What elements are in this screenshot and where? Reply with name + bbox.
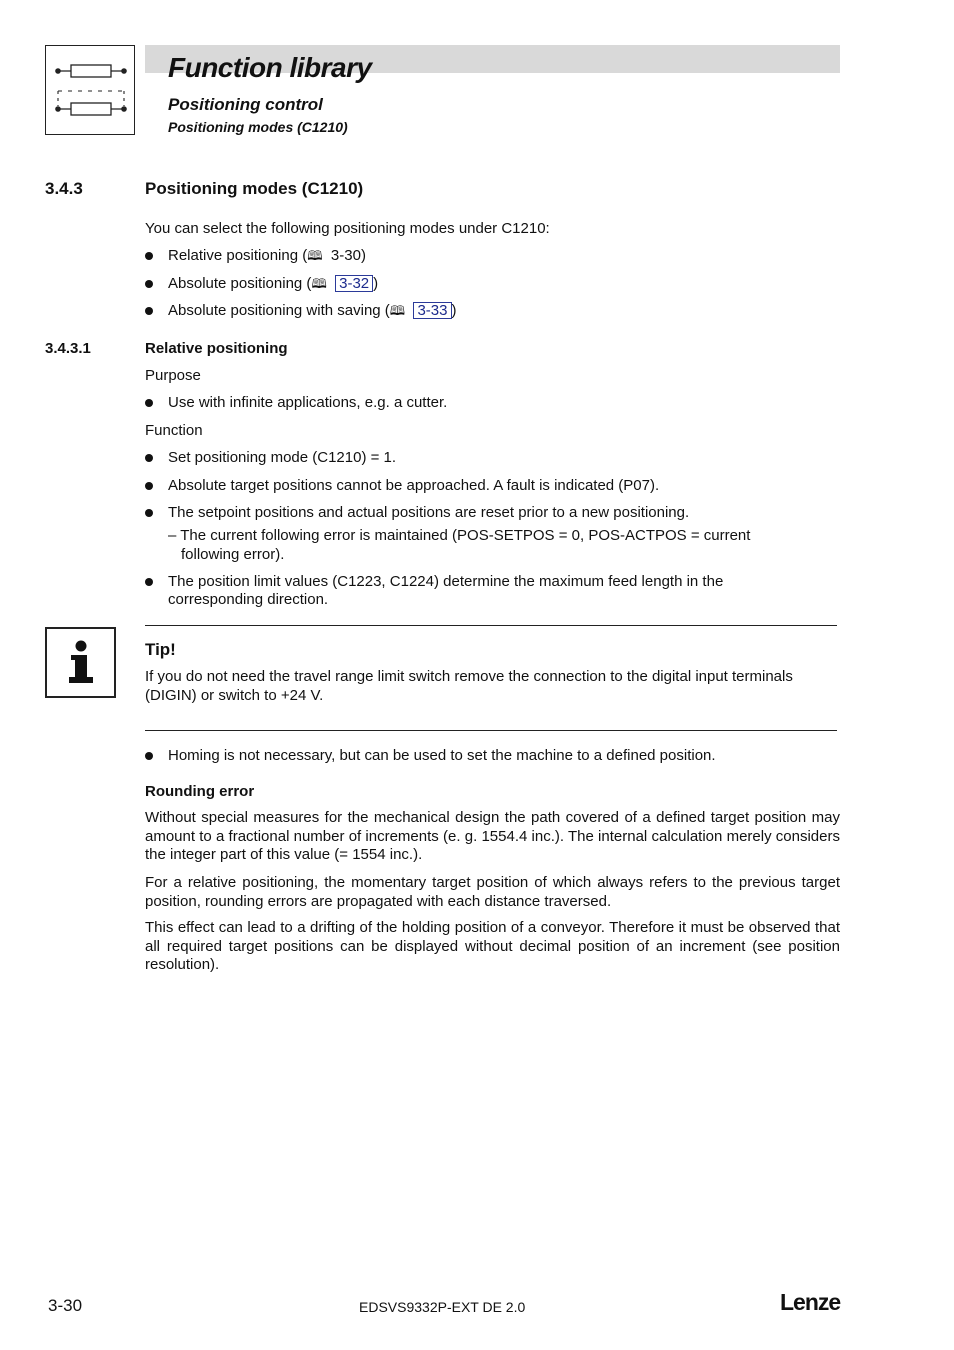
subsection-number: 3.4.3.1 [45,340,91,357]
paragraph: Without special measures for the mechanical design the path covered of a defined target position may amount to a fractional number of increments (e. g. 1554.4 inc.). The internal calculation merely considers the integer part of this value (= 1554 inc.). [145,809,840,863]
bullet-dot [145,454,153,462]
mode-label: Relative positioning ( [168,247,308,264]
dash-item-line1: – The current following error is maintained (POS-SETPOS = 0, POS-ACTPOS = current [168,527,751,544]
dash-item-line2: following error). [181,546,285,563]
section-title: Positioning modes (C1210) [145,179,364,198]
subsection-title: Relative positioning [145,340,288,357]
chapter-logo [45,45,135,135]
info-icon-box [45,627,116,698]
bullet-dot [145,482,153,490]
tip-title: Tip! [145,640,176,659]
list-item-text: The position limit values (C1223, C1224) determine the maximum feed length in the [168,573,724,590]
page-ref-link[interactable]: 3-33 [413,302,451,319]
page-ref: 3-30 [330,247,361,264]
book-icon: 🕮 [307,248,323,263]
bullet-dot [145,752,153,760]
paragraph: For a relative positioning, the momentary target position of which always refers to the previous target position, rounding errors are propagated with each distance traversed. [145,874,840,910]
bullet-dot [145,252,153,260]
bullet-dot [145,280,153,288]
function-label: Function [145,422,203,439]
section-number: 3.4.3 [45,179,83,198]
page-ref-link[interactable]: 3-32 [335,275,373,292]
bullet-dot [145,399,153,407]
mode-label: Absolute positioning ( [168,275,312,292]
section-intro: You can select the following positioning modes under C1210: [145,220,550,237]
function-block-icon [46,46,134,134]
divider-top [145,625,837,626]
bullet-dot [145,578,153,586]
bullet-dot [145,307,153,315]
list-item-text: Absolute target positions cannot be approached. A fault is indicated (P07). [168,477,660,494]
bullet-dot [145,509,153,517]
mode-label: Absolute positioning with saving ( [168,302,390,319]
page-title: Function library [168,52,372,83]
info-icon [47,629,114,696]
list-item-text: Set positioning mode (C1210) = 1. [168,449,397,466]
tip-text-line2: (DIGIN) or switch to +24 V. [145,687,324,704]
paragraph: This effect can lead to a drifting of the holding position of a conveyor. Therefore it must be observed that all required target positions can be displayed without decimal position of an increment (see position resolution). [145,919,840,973]
tip-text-line1: If you do not need the travel range limit switch remove the connection to the digital input terminals [145,668,793,685]
brand-logo: Lenze [780,1289,841,1315]
rounding-title: Rounding error [145,783,255,800]
list-item-text: The setpoint positions and actual positions are reset prior to a new positioning. [168,504,690,521]
chapter-subtitle: Positioning control [168,95,323,114]
book-icon: 🕮 [389,303,406,318]
divider-bottom [145,730,837,731]
book-icon: 🕮 [311,276,327,291]
document-id: EDSVS9332P-EXT DE 2.0 [359,1299,526,1315]
purpose-label: Purpose [145,367,201,384]
page-number: 3-30 [48,1296,83,1315]
section-subtitle: Positioning modes (C1210) [168,119,348,135]
list-item-text: Use with infinite applications, e.g. a cutter. [168,394,448,411]
list-item-text: Homing is not necessary, but can be used to set the machine to a defined position. [168,747,716,764]
list-item-text-continuation: corresponding direction. [168,591,329,608]
